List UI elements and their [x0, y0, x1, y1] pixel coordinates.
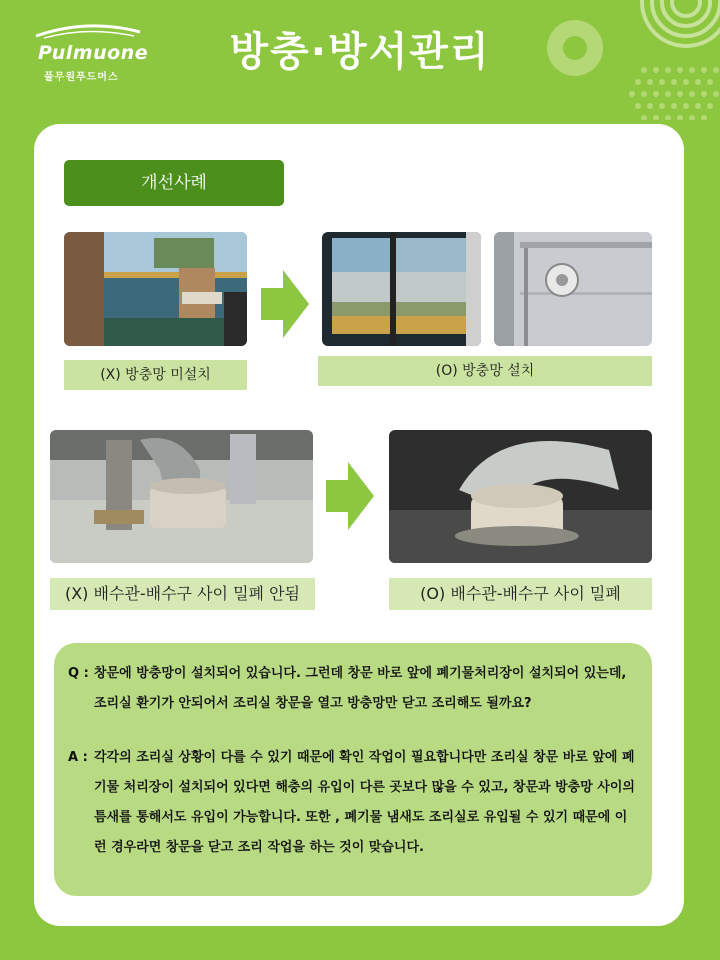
question-text: 창문에 방충망이 설치되어 있습니다. 그런데 창문 바로 앞에 폐기물처리장이 설치되어 있는데, 조리실 환기가 안되어서 조리실 창문을 열고 방충망만 닫고 조리해도 될까요?: [94, 666, 627, 711]
brand-subtitle: 풀무원푸드머스: [44, 72, 119, 83]
right-arrow-icon: [261, 270, 309, 338]
section-badge: 개선사례: [64, 160, 284, 206]
page-title: 방충·방서관리: [229, 29, 491, 75]
caption-screen-installed: (O) 방충망 설치: [318, 356, 652, 386]
right-arrow-icon: [326, 462, 374, 530]
brand-name: Pulmuone: [38, 42, 149, 64]
answer-prefix: A :: [68, 750, 88, 765]
caption-drain-sealed: (O) 배수관-배수구 사이 밀폐: [389, 578, 652, 610]
caption-no-screen: (X) 방충망 미설치: [64, 360, 247, 390]
qa-box: [54, 643, 652, 896]
photo-drain-sealed: [389, 430, 652, 563]
question-prefix: Q :: [68, 666, 89, 681]
photo-screen-installed-2: [494, 232, 652, 346]
caption-drain-unsealed: (X) 배수관-배수구 사이 밀폐 안됨: [50, 578, 315, 610]
photo-drain-unsealed: [50, 430, 313, 563]
photo-screen-installed-1: [322, 232, 481, 346]
photo-no-screen: [64, 232, 247, 346]
question-paragraph: [68, 659, 638, 719]
decorative-circles-icon: [540, 0, 720, 120]
answer-text: 각각의 조리실 상황이 다를 수 있기 때문에 확인 작업이 필요합니다만 조리실 창문 바로 앞에 폐기물 처리장이 설치되어 있다면 해충의 유입이 다른 곳보다 많을 수 있고, 창문과 방충망 사이의 틈새를 통해서도 유입이 가능합니다. 또한 , 폐기물 냄새도 조리실로 유입될 수 있기 때문에 이런 경우라면 창문을 닫고 조리 작업을 하는 것이 맞습니다.: [94, 750, 635, 855]
answer-paragraph: [68, 743, 638, 863]
